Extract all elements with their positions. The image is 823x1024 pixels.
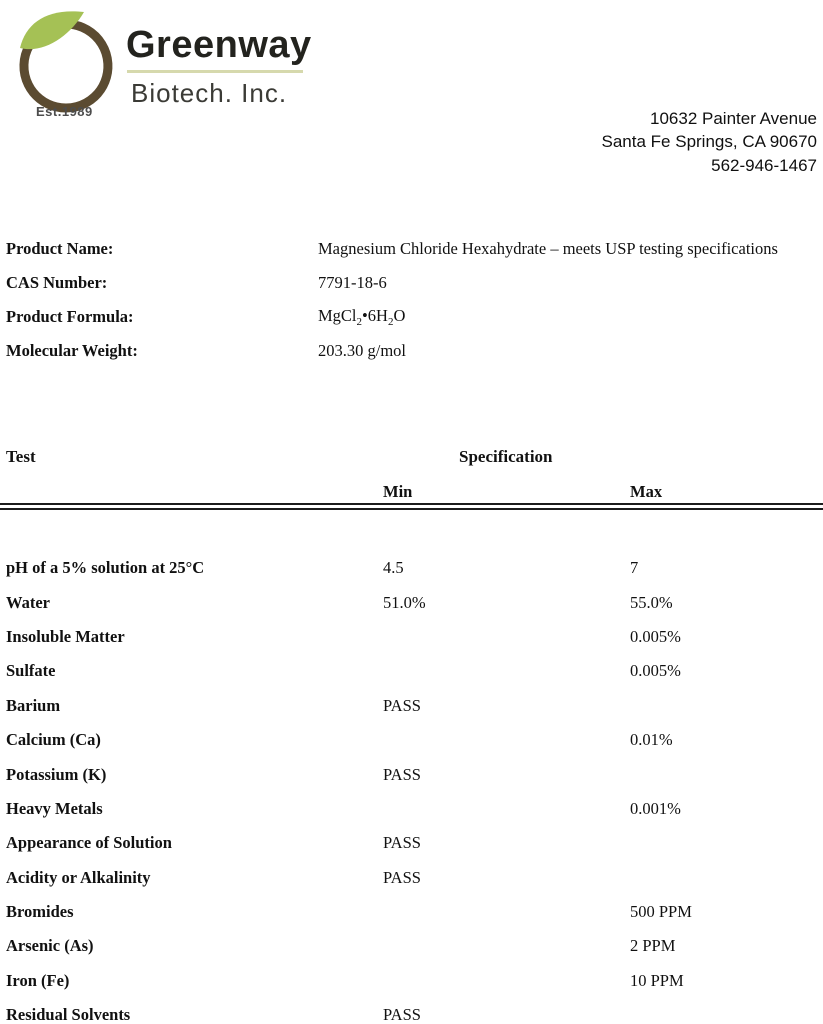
col-header-test: Test (6, 447, 36, 466)
spec-test-cell: Bromides (6, 902, 74, 922)
spec-min-cell: PASS (383, 833, 421, 853)
product-field-value: 7791-18-6 (318, 273, 387, 292)
logo-brand-text: Greenway (126, 24, 312, 66)
spec-row (0, 723, 823, 757)
spec-row (0, 792, 823, 826)
product-field-label: Molecular Weight: (6, 341, 138, 360)
address-line: Santa Fe Springs, CA 90670 (601, 132, 817, 152)
address-block (602, 107, 817, 177)
spec-row (0, 654, 823, 688)
spec-test-cell: Sulfate (6, 661, 56, 681)
spec-min-cell: 51.0% (383, 592, 426, 612)
spec-max-cell: 0.01% (630, 730, 673, 750)
address-line: 562-946-1467 (711, 155, 817, 175)
spec-test-cell: Potassium (K) (6, 764, 107, 784)
spec-row (0, 895, 823, 929)
logo-underline (127, 70, 303, 73)
product-field-label: Product Formula: (6, 307, 134, 326)
spec-test-cell: Acidity or Alkalinity (6, 867, 151, 887)
product-field-value (318, 306, 405, 328)
spec-row (0, 585, 823, 619)
formula-text: O (393, 306, 406, 325)
formula-text: MgCl (318, 306, 357, 325)
table-divider (0, 503, 823, 510)
col-header-specification: Specification (459, 447, 553, 466)
spec-max-cell: 55.0% (630, 592, 673, 612)
spec-max-cell: 10 PPM (630, 970, 684, 990)
spec-row (0, 551, 823, 585)
spec-min-cell: PASS (383, 695, 421, 715)
spec-max-cell: 7 (630, 558, 639, 578)
spec-test-cell: Iron (Fe) (6, 970, 70, 990)
formula-subscript: 2 (356, 316, 363, 328)
address-line: 10632 Painter Avenue (650, 109, 817, 128)
spec-table-body (0, 551, 823, 1024)
spec-test-cell: Heavy Metals (6, 798, 103, 818)
spec-test-cell: Insoluble Matter (6, 626, 125, 646)
spec-row (0, 620, 823, 654)
spec-min-cell: 4.5 (383, 558, 404, 578)
spec-row (0, 929, 823, 963)
spec-row (0, 826, 823, 860)
spec-max-cell: 0.001% (630, 798, 681, 818)
spec-test-cell: Water (6, 592, 50, 612)
spec-min-cell: PASS (383, 764, 421, 784)
product-field-value: 203.30 g/mol (318, 341, 407, 360)
spec-max-cell: 0.005% (630, 661, 681, 681)
spec-min-cell: PASS (383, 867, 421, 887)
spec-row (0, 998, 823, 1024)
formula-text: •6H (362, 306, 388, 325)
product-field-row (0, 300, 823, 334)
spec-test-cell: Arsenic (As) (6, 936, 94, 956)
spec-test-cell: Residual Solvents (6, 1005, 131, 1024)
spec-row (0, 861, 823, 895)
spec-test-cell: Calcium (Ca) (6, 730, 101, 750)
product-field-label: Product Name: (6, 239, 114, 258)
spec-row (0, 964, 823, 998)
spec-row (0, 757, 823, 791)
product-field-row (0, 232, 823, 266)
spec-max-cell: 0.005% (630, 626, 681, 646)
spec-min-cell: PASS (383, 1005, 421, 1024)
spec-row (0, 689, 823, 723)
leaf-ring-icon (6, 6, 121, 118)
formula-subscript: 2 (387, 316, 394, 328)
product-field-row (0, 266, 823, 300)
logo-subtitle: Biotech. Inc. (131, 78, 288, 108)
spec-test-cell: Barium (6, 695, 61, 715)
spec-max-cell: 2 PPM (630, 936, 676, 956)
spec-test-cell: Appearance of Solution (6, 833, 172, 853)
product-info-section (0, 232, 823, 368)
col-header-max: Max (630, 482, 663, 501)
product-field-value: Magnesium Chloride Hexahydrate – meets USP testing specifications (318, 239, 778, 258)
logo-leaf (20, 11, 84, 49)
col-header-min: Min (383, 482, 413, 501)
product-field-label: CAS Number: (6, 273, 108, 292)
logo-established: Est.1989 (36, 104, 93, 119)
product-field-row (0, 334, 823, 368)
spec-max-cell: 500 PPM (630, 902, 692, 922)
spec-test-cell: pH of a 5% solution at 25°C (6, 558, 205, 578)
